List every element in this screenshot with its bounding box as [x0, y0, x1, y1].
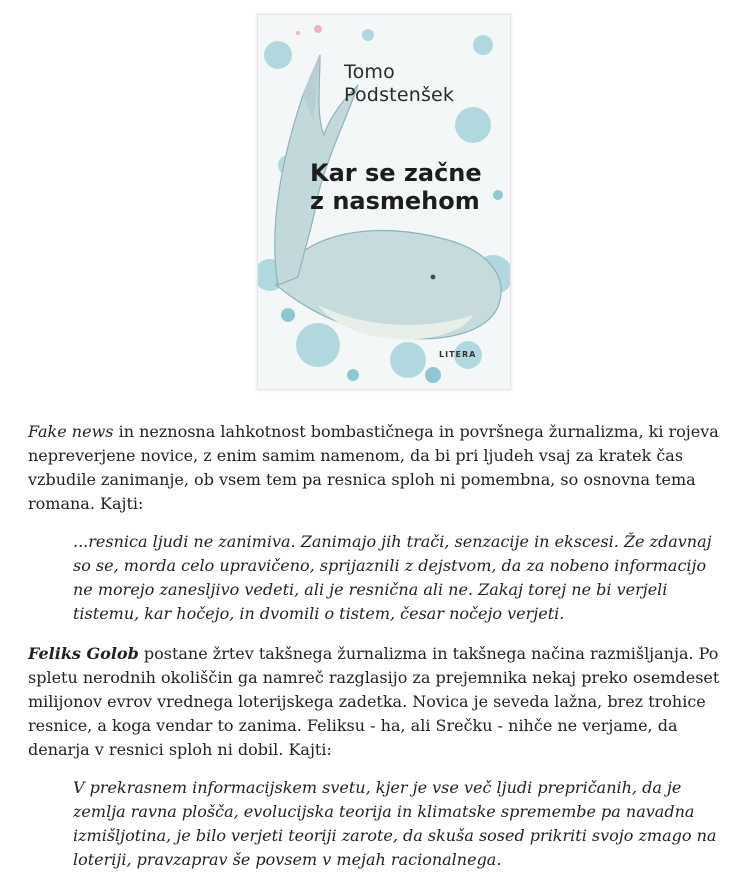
cover-author-first: Tomo — [344, 61, 395, 83]
quote-1: ...resnica ljudi ne zanimiva. Zanimajo jih trači, senzacije in ekscesi. Že zdavnaj so se, morda celo upravičeno, sprijaznili z dejstvom, da za nobeno informacijo ne morejo zanesljivo vedeti, ali je resnična ali ne. Zakaj torej ne bi verjeli tistemu, kar hočejo, in dvomili o tistem, česar nočejo verjeti. — [73, 532, 712, 623]
cover-author — [344, 61, 454, 107]
paragraph-2-lead: Feliks Golob — [28, 644, 139, 663]
paragraph-1 — [28, 420, 728, 516]
quote-2: V prekrasnem informacijskem svetu, kjer je vse več ljudi prepričanih, da je zemlja ravna plošča, evolucijska teorija in klimatske spremembe pa navadna izmišljotina, je bilo verjeti teoriji zarote, da skuša sosed prikriti svojo zmago na loteriji, pravzaprav še povsem v mejah racionalnega. — [73, 778, 717, 869]
paragraph-1-text: in neznosna lahkotnost bombastičnega in površnega žurnalizma, ki rojeva nepreverjene novice, z enim samim namenom, da bi pri ljudeh vsaj za kratek čas vzbudile zanimanje, ob vsem tem pa resnica sploh ni pomembna, so osnovna tema romana. Kajti: — [28, 422, 719, 513]
article-body — [28, 420, 728, 888]
cover-publisher: LITERA — [439, 350, 477, 359]
cover-title-line1: Kar se začne — [310, 159, 482, 187]
cover-author-last: Podstenšek — [344, 84, 455, 106]
paragraph-2 — [28, 642, 728, 762]
book-cover[interactable] — [257, 14, 511, 390]
cover-title — [310, 159, 482, 215]
cover-title-line2: z nasmehom — [310, 187, 480, 215]
paragraph-2-text: postane žrtev takšnega žurnalizma in takšnega načina razmišljanja. Po spletu nerodnih okoliščin ga namreč razglasijo za prejemnika nekaj preko osemdeset milijonov evrov vrednega loterijskega zadetka. Novica je seveda lažna, brez trohice resnice, a koga vendar to zanima. Feliksu - ha, ali Srečku - nihče ne verjame, da denarja v resnici sploh ni dobil. Kajti: — [28, 644, 720, 759]
paragraph-1-lead: Fake news — [28, 422, 114, 441]
